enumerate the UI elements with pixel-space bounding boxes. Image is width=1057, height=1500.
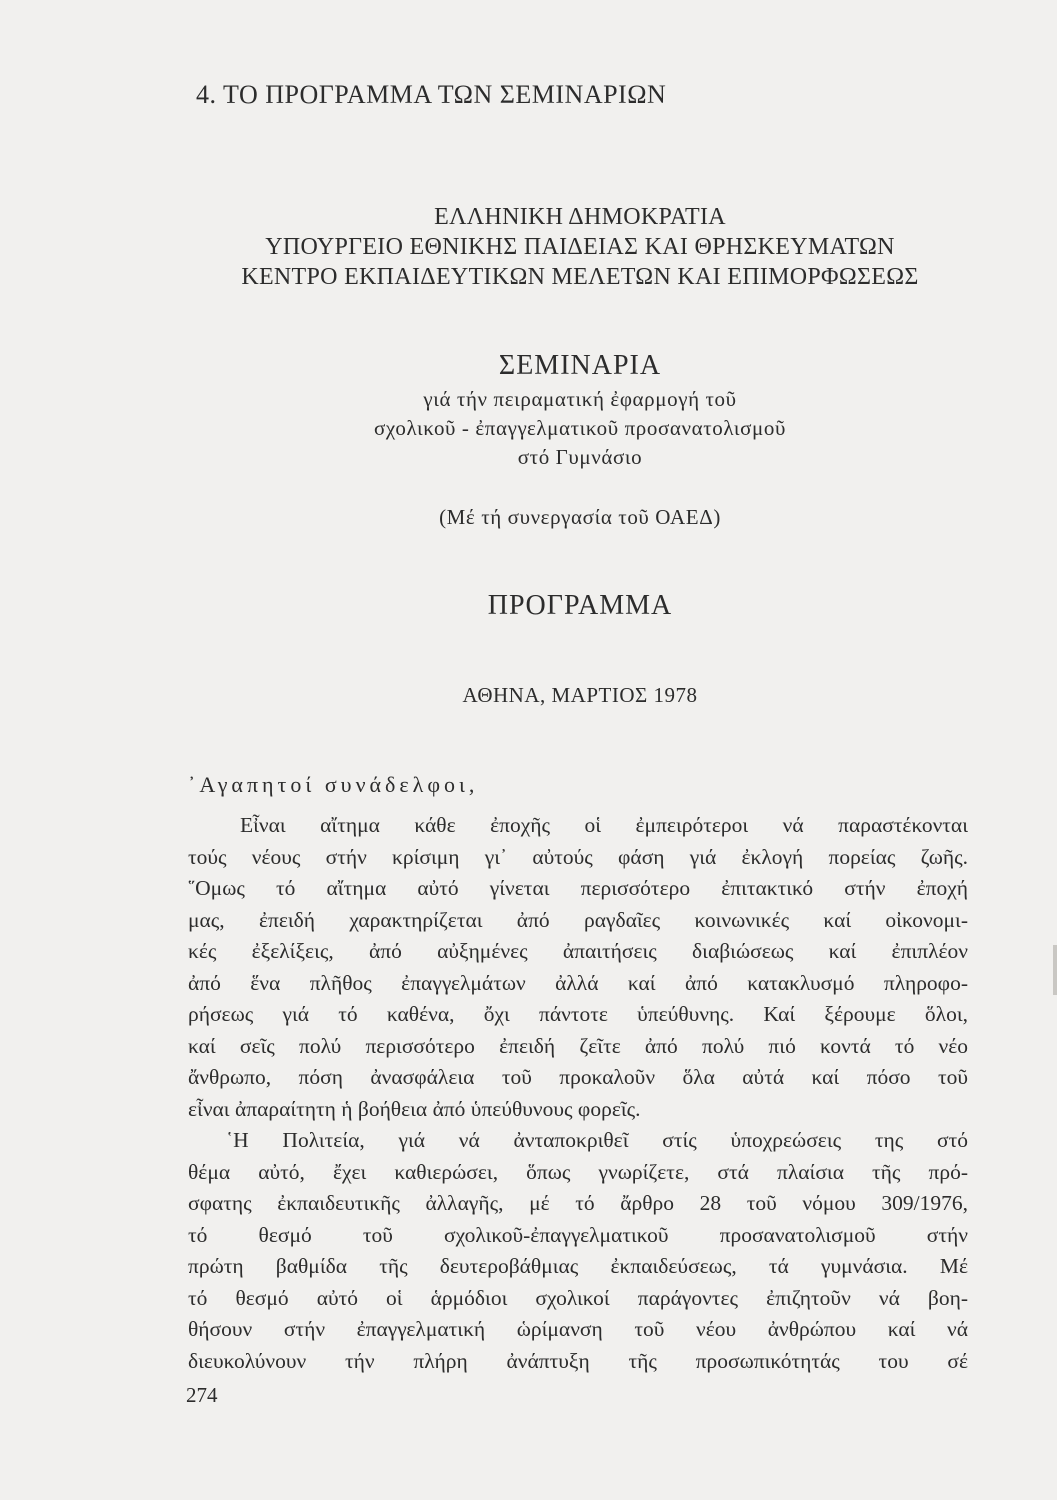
place-date: ΑΘΗΝΑ, ΜΑΡΤΙΟΣ 1978 bbox=[462, 683, 698, 707]
body-line: θέμα αὐτό, ἔχει καθιερώσει, ὅπως γνωρίζετε, στά πλαίσια τῆς πρό- bbox=[188, 1159, 968, 1184]
body-line: κές ἐξελίξεις, ἀπό αὐξημένες ἀπαιτήσεις διαβιώσεως καί ἐπιπλέον bbox=[188, 939, 968, 963]
body-line: καί σεῖς πολύ περισσότερο ἐπειδή ζεῖτε ἀπό πολύ πιό κοντά τό νέο bbox=[188, 1033, 968, 1058]
institution-line-republic: ΕΛΛΗΝΙΚΗ ΔΗΜΟΚΡΑΤΙΑ bbox=[434, 204, 726, 230]
body-line: ῾Η Πολιτεία, γιά νά ἀνταποκριθεῖ στίς ὑποχρεώσεις της στό bbox=[226, 1128, 968, 1152]
body-line: σφατης ἐκπαιδευτικῆς ἀλλαγῆς, μέ τό ἄρθρο 28 τοῦ νόμου 309/1976, bbox=[188, 1191, 968, 1215]
seminars-subtitle-line: στό Γυμνάσιο bbox=[517, 445, 643, 469]
institution-line-ministry: ΥΠΟΥΡΓΕΙΟ ΕΘΝΙΚΗΣ ΠΑΙΔΕΙΑΣ ΚΑΙ ΘΡΗΣΚΕΥΜΑΤΩΝ bbox=[265, 234, 895, 260]
body-line: Εἶναι αἴτημα κάθε ἐποχῆς οἱ ἐμπειρότεροι νά παραστέκονται bbox=[240, 813, 968, 837]
body-line: ρήσεως γιά τό καθένα, ὄχι πάντοτε ὑπεύθυνης. Καί ξέρουμε ὅλοι, bbox=[188, 1002, 968, 1026]
page-number: 274 bbox=[186, 1383, 218, 1407]
body-line: μας, ἐπειδή χαρακτηρίζεται ἀπό ραγδαῖες κοινωνικές καί οἰκονομι- bbox=[188, 907, 968, 932]
body-line: πρώτη βαθμίδα τῆς δευτεροβάθμιας ἐκπαιδεύσεως, τά γυμνάσια. Μέ bbox=[188, 1254, 968, 1278]
body-line: ῞Ομως τό αἴτημα αὐτό γίνεται περισσότερο ἐπιτακτικό στήν ἐποχή bbox=[188, 876, 968, 900]
body-line: εἶναι ἀπαραίτητη ἡ βοήθεια ἀπό ὑπεύθυνους φορεῖς. bbox=[188, 1096, 641, 1121]
institution-line-center: ΚΕΝΤΡΟ ΕΚΠΑΙΔΕΥΤΙΚΩΝ ΜΕΛΕΤΩΝ ΚΑΙ ΕΠΙΜΟΡΦΩΣΕΩΣ bbox=[241, 264, 919, 290]
salutation: ᾿Αγαπητοί συνάδελφοι, bbox=[188, 772, 479, 797]
body-line: θήσουν στήν ἐπαγγελματική ὡρίμανση τοῦ νέου ἀνθρώπου καί νά bbox=[188, 1317, 968, 1341]
body-line: τούς νέους στήν κρίσιμη γι᾿ αὐτούς φάση γιά ἐκλογή πορείας ζωῆς. bbox=[188, 844, 968, 869]
scan-edge-mark bbox=[1053, 945, 1057, 995]
letter-body bbox=[188, 810, 968, 1377]
section-heading: 4. ΤΟ ΠΡΟΓΡΑΜΜΑ ΤΩΝ ΣΕΜΙΝΑΡΙΩΝ bbox=[196, 80, 667, 109]
body-line: ἄνθρωπο, πόση ἀνασφάλεια τοῦ προκαλοῦν ὅλα αὐτά καί πόσο τοῦ bbox=[188, 1065, 968, 1089]
seminars-subtitle-line: σχολικοῦ - ἐπαγγελματικοῦ προσανατολισμοῦ bbox=[373, 416, 786, 440]
body-line: τό θεσμό αὐτό οἱ ἁρμόδιοι σχολικοί παράγοντες ἐπιζητοῦν νά βοη- bbox=[188, 1285, 968, 1310]
seminars-subtitle-line: γιά τήν πειραματική ἐφαρμογή τοῦ bbox=[423, 387, 737, 411]
seminars-title: ΣΕΜΙΝΑΡΙΑ bbox=[498, 350, 662, 381]
body-line: ἀπό ἕνα πλῆθος ἐπαγγελμάτων ἀλλά καί ἀπό κατακλυσμό πληροφο- bbox=[188, 970, 968, 995]
body-line: τό θεσμό τοῦ σχολικοῦ-ἐπαγγελματικοῦ προσανατολισμοῦ στήν bbox=[188, 1222, 968, 1247]
collaboration-note: (Μέ τή συνεργασία τοῦ ΟΑΕΔ) bbox=[439, 505, 721, 529]
program-title: ΠΡΟΓΡΑΜΜΑ bbox=[487, 590, 673, 621]
body-line: διευκολύνουν τήν πλήρη ἀνάπτυξη τῆς προσωπικότητάς του σέ bbox=[188, 1348, 968, 1373]
